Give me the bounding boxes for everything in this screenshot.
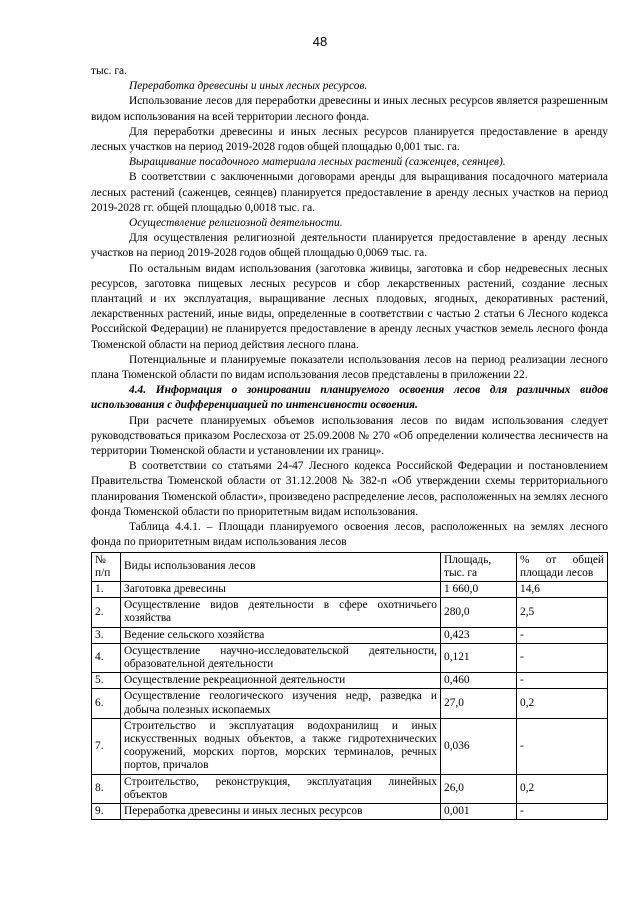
table-row	[92, 581, 608, 597]
section-subheading: Осуществление религиозной деятельности.	[129, 217, 343, 230]
paragraph: В соответствии с заключенными договорами аренды для выращивания посадочного материала лесных растений (саженцев, сеянцев) планируется предоставление в аренду лесных участков на период 2019-2028 гг. общей площадью 0,0018 тыс. га.	[91, 171, 608, 214]
cell-type: Заготовка древесины	[121, 581, 441, 597]
land-use-table	[91, 552, 608, 821]
cell-num: 3.	[92, 627, 121, 643]
cell-type: Строительство и эксплуатация водохранилищ и иных искусственных водных объектов, а также гидротехнических сооружений, морских портов, морских терминалов, речных портов, причалов	[121, 718, 441, 774]
paragraph: По остальным видам использования (заготовка живицы, заготовка и сбор недревесных лесных ресурсов, заготовка пищевых лесных ресурсов и сбор лекарственных растений, создание лесных плантаций и их эксплуатация, выращивание лесных плодовых, ягодных, декоративных растений, лекарственных растений, иные виды, определенные в соответствии с частью 2 статьи 6 Лесного кодекса Российской Федерации) не планируется предоставление в аренду лесных участков земель лесного фонда Тюменской области на период действия лесного плана.	[91, 262, 608, 351]
cell-area: 0,121	[441, 643, 517, 672]
paragraph: Для переработки древесины и иных лесных ресурсов планируется предоставление в аренду лесных участков на период 2019-2028 годов общей площадью 0,001 тыс. га.	[91, 125, 608, 154]
header-area: Площадь, тыс. га	[441, 552, 517, 581]
section-subheading: Переработка древесины и иных лесных ресурсов.	[129, 80, 368, 93]
cell-num: 1.	[92, 581, 121, 597]
cell-area: 1 660,0	[441, 581, 517, 597]
cell-percent: -	[517, 718, 608, 774]
cell-type: Осуществление научно-исследовательской деятельности, образовательной деятельности	[121, 643, 441, 672]
cell-percent: 0,2	[517, 689, 608, 718]
cell-percent: 0,2	[517, 774, 608, 803]
table-caption: Таблица 4.4.1. – Площади планируемого освоения лесов, расположенных на землях лесного фонда по приоритетным видам использования лесов	[91, 521, 608, 549]
cell-num: 5.	[92, 673, 121, 689]
cell-area: 27,0	[441, 689, 517, 718]
cell-type: Переработка древесины и иных лесных ресурсов	[121, 803, 441, 819]
cell-percent: -	[517, 627, 608, 643]
table-row	[92, 803, 608, 819]
cell-type: Осуществление видов деятельности в сфере охотничьего хозяйства	[121, 598, 441, 627]
cell-area: 280,0	[441, 598, 517, 627]
paragraph: тыс. га.	[91, 65, 127, 77]
cell-type: Строительство, реконструкция, эксплуатация линейных объектов	[121, 774, 441, 803]
paragraph: Использование лесов для переработки древесины и иных лесных ресурсов является разрешенным видом использования на всей территории лесного фонда.	[91, 95, 608, 123]
cell-percent: -	[517, 643, 608, 672]
cell-percent: -	[517, 803, 608, 819]
section-heading: 4.4. Информация о зонировании планируемого освоения лесов для различных видов использования с дифференциацией по интенсивности освоения.	[91, 384, 608, 412]
header-percent: % от общей площади лесов	[517, 552, 608, 581]
cell-area: 0,423	[441, 627, 517, 643]
cell-percent: -	[517, 673, 608, 689]
table-row	[92, 718, 608, 774]
table-row	[92, 774, 608, 803]
cell-area: 0,036	[441, 718, 517, 774]
paragraph: Потенциальные и планируемые показатели использования лесов на период реализации лесного плана Тюменской области по видам использования лесов представлены в приложении 22.	[91, 353, 608, 382]
cell-num: 2.	[92, 598, 121, 627]
table-row	[92, 627, 608, 643]
cell-percent: 2,5	[517, 598, 608, 627]
cell-area: 26,0	[441, 774, 517, 803]
cell-num: 4.	[92, 643, 121, 672]
section-subheading: Выращивание посадочного материала лесных растений (саженцев, сеянцев).	[129, 156, 506, 169]
cell-type: Ведение сельского хозяйства	[121, 627, 441, 643]
table-body	[92, 581, 608, 819]
cell-percent: 14,6	[517, 581, 608, 597]
document-body	[91, 64, 608, 820]
table-row	[92, 673, 608, 689]
paragraph: При расчете планируемых объемов использования лесов по видам использования следует руководствоваться приказом Рослесхоза от 25.09.2008 № 270 «Об определении количества лесничеств на территории Тюменской области и установлении их границ».	[91, 414, 608, 458]
cell-num: 9.	[92, 803, 121, 819]
table-row	[92, 689, 608, 718]
cell-type: Осуществление геологического изучения недр, разведка и добыча полезных ископаемых	[121, 689, 441, 718]
table-row	[92, 598, 608, 627]
paragraph: В соответствии со статьями 24-47 Лесного кодекса Российской Федерации и постановлением Правительства Тюменской области от 31.12.2008 № 382-п «Об утверждении схемы территориального планирования Тюменской области», произведено распределение лесов, расположенных на землях лесного фонда Тюменской области по приоритетным видам использования.	[91, 460, 608, 518]
cell-area: 0,460	[441, 673, 517, 689]
table-row	[92, 643, 608, 672]
paragraph: Для осуществления религиозной деятельности планируется предоставление в аренду лесных участков на период 2019-2028 годов общей площадью 0,0069 тыс. га.	[91, 232, 608, 260]
page-number: 48	[312, 34, 328, 49]
table-header-row	[92, 552, 608, 581]
header-num: № п/п	[92, 552, 121, 581]
cell-num: 8.	[92, 774, 121, 803]
cell-type: Осуществление рекреационной деятельности	[121, 673, 441, 689]
cell-num: 7.	[92, 718, 121, 774]
cell-area: 0,001	[441, 803, 517, 819]
cell-num: 6.	[92, 689, 121, 718]
header-type: Виды использования лесов	[121, 552, 441, 581]
